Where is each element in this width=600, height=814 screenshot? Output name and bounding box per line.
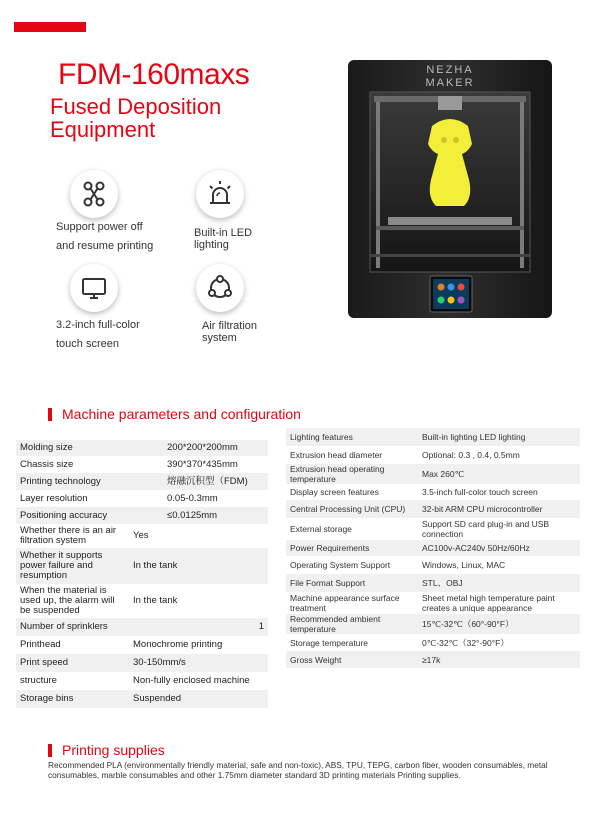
param-label: File Format Support — [286, 574, 418, 592]
param-label: Storage temperature — [290, 637, 368, 648]
param-label: Recommended ambient temperature — [286, 614, 418, 634]
page-title: FDM-160maxs — [58, 58, 250, 91]
param-label: Molding size — [16, 440, 129, 456]
section-marker — [48, 408, 52, 421]
param-value: 30-150mm/s — [129, 654, 268, 672]
network-icon — [70, 170, 118, 218]
param-value: Support SD card plug-in and USB connection — [422, 519, 550, 539]
param-value: Max 260℃ — [418, 464, 580, 484]
param-label: External storage — [290, 524, 352, 534]
param-value: 0.05-0.3mm — [167, 492, 218, 504]
section-title-supplies: Printing supplies — [62, 742, 165, 758]
param-label: Print speed — [16, 654, 129, 672]
param-label: Whether it supports power failure and resumption — [16, 548, 129, 584]
param-value: 32-bit ARM CPU microcontroller — [418, 500, 580, 518]
param-label: Printhead — [20, 639, 61, 650]
param-label: Extrusion head operating temperature — [286, 464, 418, 484]
param-label: Storage bins — [16, 690, 129, 708]
printer-image — [348, 60, 552, 318]
param-value: 3.5-inch full-color touch screen — [422, 487, 538, 497]
param-value: Suspended — [129, 690, 268, 708]
param-value: 1 — [129, 618, 268, 636]
param-label: When the material is used up, the alarm will be suspended — [20, 585, 115, 616]
param-value: In the tank — [133, 595, 178, 606]
param-label: Display screen features — [290, 487, 379, 497]
param-label: Number of sprinklers — [16, 618, 129, 636]
brand-text-2: MAKER — [425, 77, 475, 89]
supplies-text: Recommended PLA (environmentally friendly material, safe and non-toxic), ABS, TPU, TEPG, carbon fiber, wooden consumables, metal consumables, marble consumables and other 1.75mm diameter standard 3D printing materials Printing supplies. — [48, 760, 548, 780]
feature-power-resume: Support power off and resume printing — [56, 221, 154, 252]
accent-bar — [14, 22, 86, 32]
param-label: Extrusion head diameter — [290, 450, 383, 460]
param-value: Monochrome printing — [133, 639, 223, 650]
param-value: 0℃-32℃（32°-90°F） — [422, 637, 509, 648]
param-label: structure — [20, 675, 57, 686]
param-value: Windows, Linux, MAC — [422, 560, 506, 570]
param-value: Optional: 0.3 , 0.4, 0.5mm — [422, 450, 520, 460]
left-params-table — [16, 440, 268, 708]
param-label: Lighting features — [286, 428, 418, 446]
feature-touch-screen: 3.2-inch full-color touch screen — [56, 319, 140, 350]
param-label: Operating System Support — [290, 560, 391, 570]
param-label: Machine appearance surface treatment — [290, 593, 400, 613]
param-label: Layer resolution — [20, 492, 88, 504]
param-label: Central Processing Unit (CPU) — [286, 500, 418, 518]
param-value: 390*370*435mm — [167, 458, 238, 470]
circulation-icon — [196, 264, 244, 312]
param-value: 200*200*200mm — [129, 440, 268, 456]
param-label: Whether there is an air filtration system — [20, 525, 117, 546]
param-value: STL、OBJ — [418, 574, 580, 592]
right-params-table — [286, 428, 580, 668]
param-value: In the tank — [129, 548, 268, 584]
param-label: Positioning accuracy — [16, 507, 129, 524]
param-value: ≥17k — [418, 651, 580, 668]
section-title-params: Machine parameters and configuration — [62, 406, 301, 422]
param-value: Yes — [133, 530, 149, 541]
param-value: ≤0.0125mm — [129, 507, 268, 524]
brand-text-1: NEZHA — [426, 64, 474, 76]
param-value: Built-in lighting LED lighting — [418, 428, 580, 446]
feature-led-lighting: Built-in LED lighting — [194, 227, 253, 251]
param-value: AC100v-AC240v 50Hz/60Hz — [418, 540, 580, 556]
param-value: Non-fully enclosed machine — [133, 675, 250, 686]
param-label: Gross Weight — [286, 651, 418, 668]
param-value: 15℃-32℃（60°-90°F） — [418, 614, 580, 634]
warning-light-icon — [196, 170, 244, 218]
param-label: Chassis size — [20, 458, 74, 470]
feature-air-filtration: Air filtration system — [202, 320, 258, 344]
section-marker — [48, 744, 52, 757]
page-subtitle: Fused Deposition Equipment — [50, 94, 222, 142]
param-value: 熔融沉积型（FDM) — [129, 473, 268, 490]
param-label: Printing technology — [16, 473, 129, 490]
param-value: Sheet metal high temperature paint creates a unique appearance — [422, 593, 555, 613]
param-label: Power Requirements — [286, 540, 418, 556]
monitor-icon — [70, 264, 118, 312]
